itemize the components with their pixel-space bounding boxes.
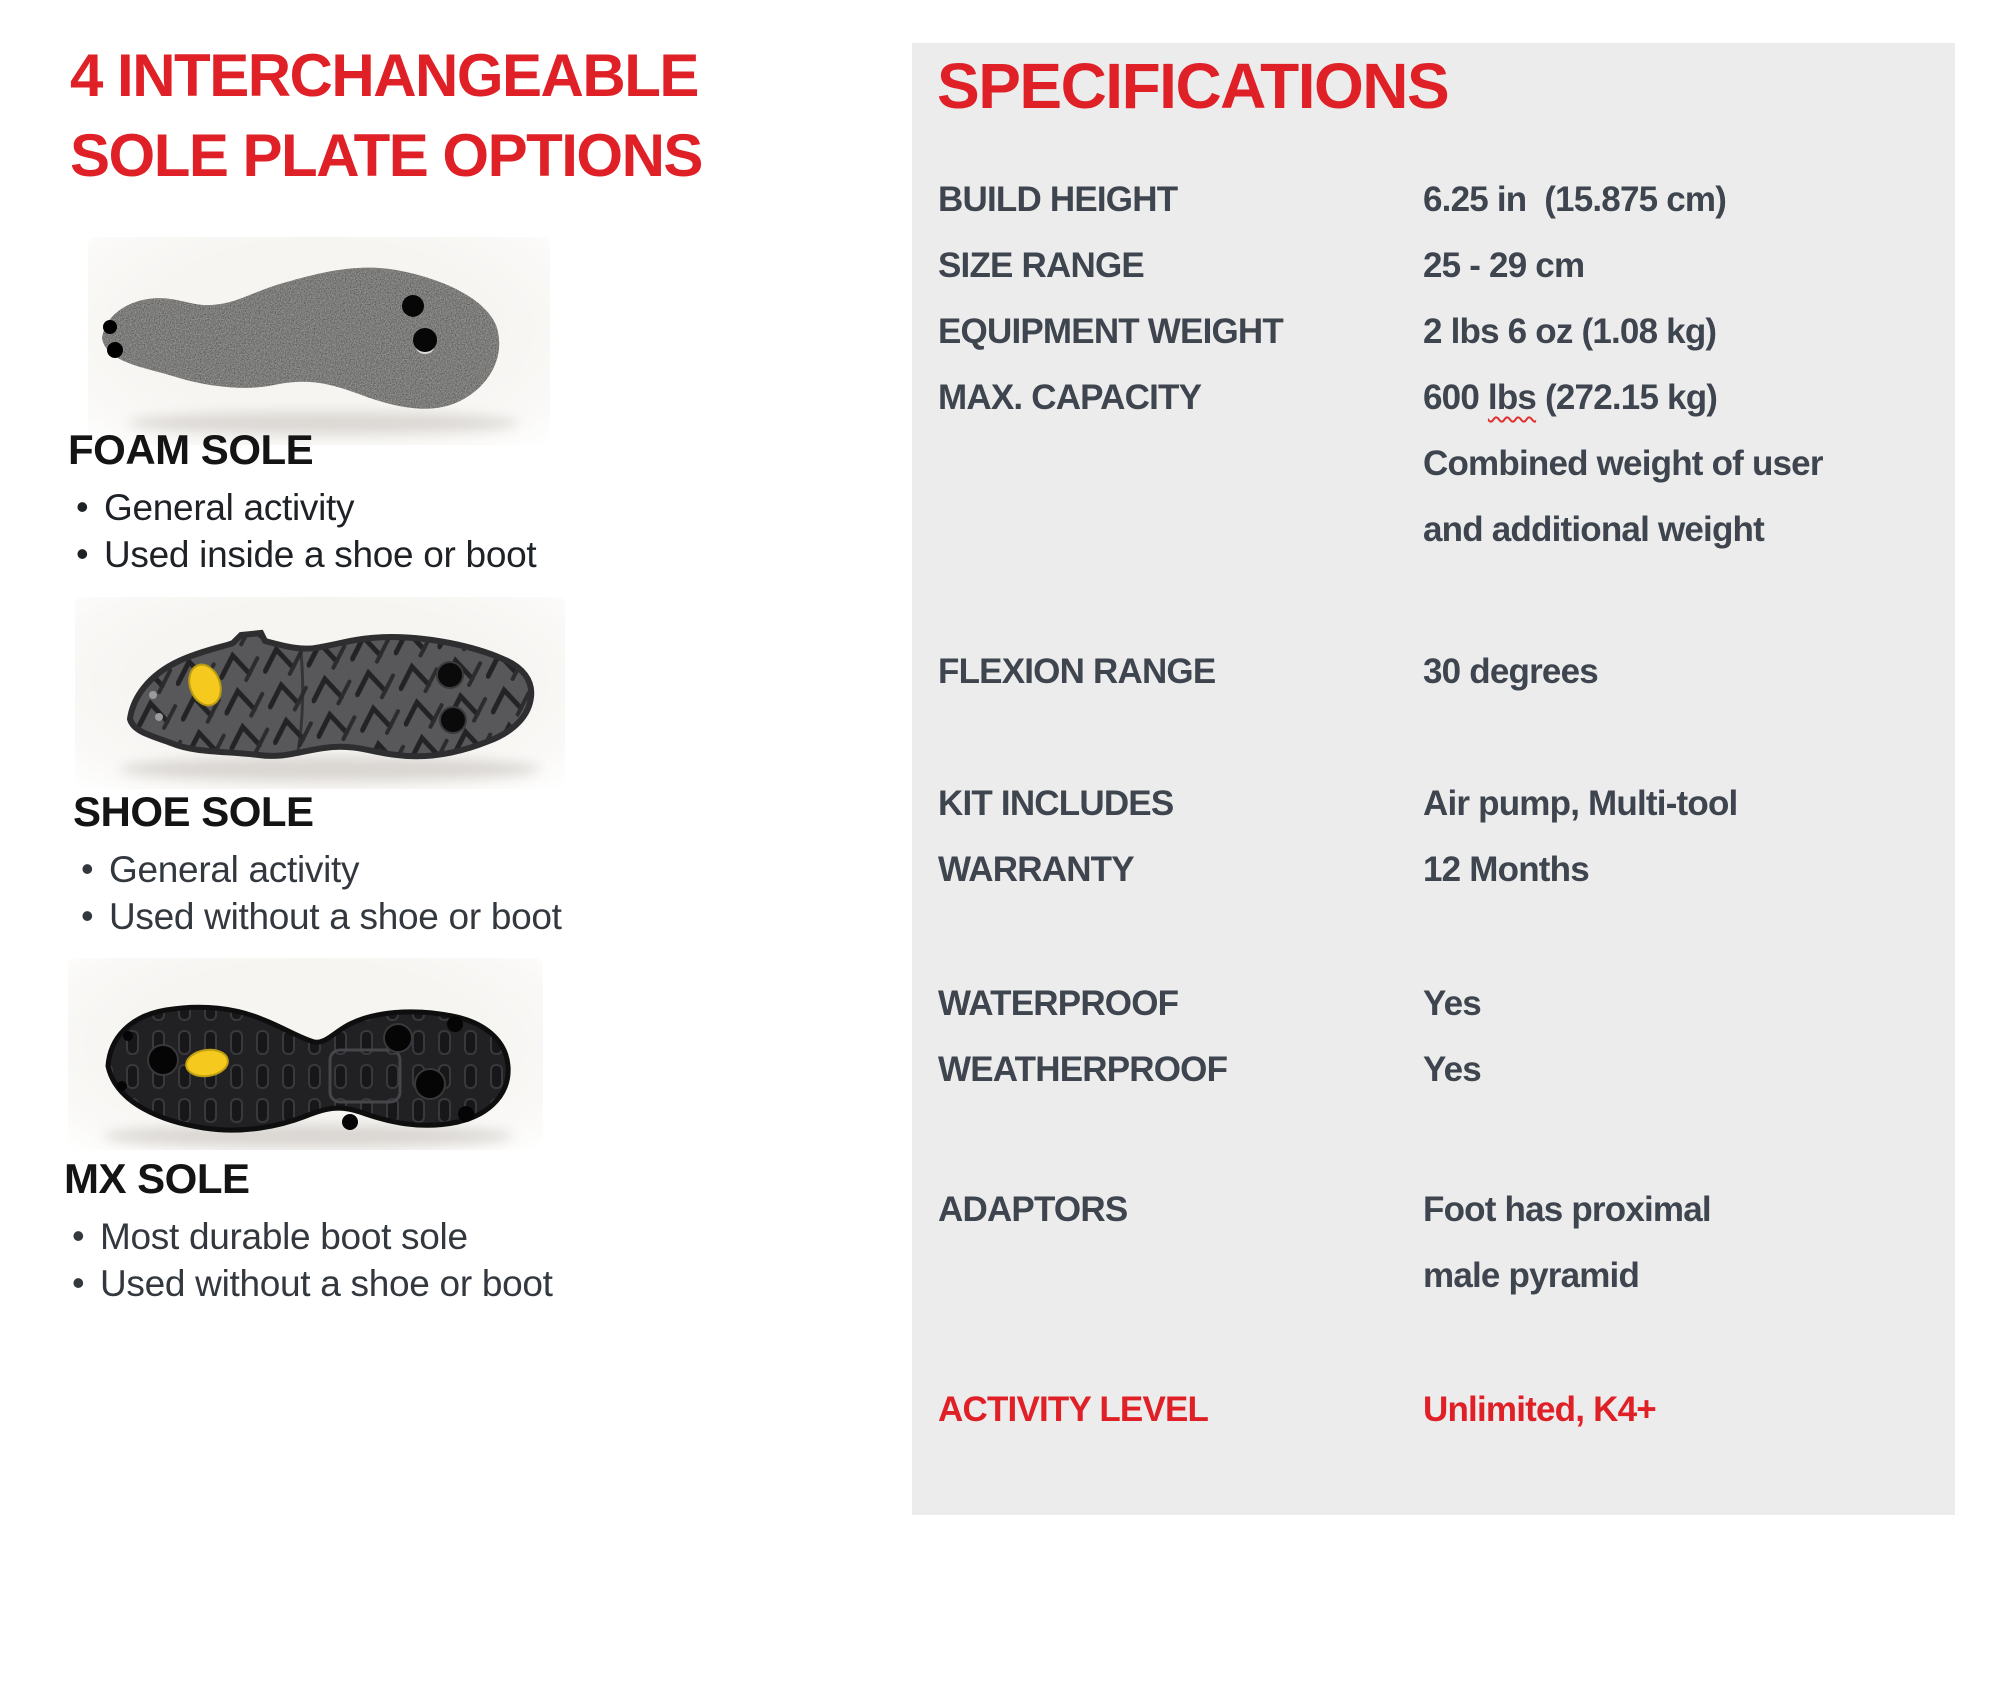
spec-row-adaptors — [912, 1188, 1955, 1234]
spec-row-max-capacity — [912, 376, 1955, 422]
spec-value: Combined weight of user — [1423, 444, 1823, 483]
foam-sole-section — [68, 426, 536, 578]
specifications-panel — [912, 43, 1955, 1515]
spec-value: Air pump, Multi-tool — [1423, 784, 1738, 823]
spec-value: 12 Months — [1423, 850, 1589, 889]
spec-value: 2 lbs 6 oz (1.08 kg) — [1423, 312, 1717, 351]
page-title-line-1: 4 INTERCHANGEABLE — [70, 42, 698, 109]
spec-label: KIT INCLUDES — [938, 784, 1174, 823]
spec-value — [1423, 376, 1717, 420]
spec-row-warranty — [912, 848, 1955, 894]
spec-label: WEATHERPROOF — [938, 1050, 1228, 1089]
foam-sole-title: FOAM SOLE — [68, 426, 314, 473]
spec-row-capacity-note-1 — [912, 442, 1955, 488]
spec-value: 6.25 in (15.875 cm) — [1423, 180, 1727, 219]
shoe-sole-title: SHOE SOLE — [73, 788, 314, 835]
spec-row-capacity-note-2 — [912, 508, 1955, 554]
spec-row-equipment-weight — [912, 310, 1955, 356]
spec-row-flexion-range — [912, 650, 1955, 696]
spec-label: MAX. CAPACITY — [938, 378, 1202, 417]
value-part-misspelled: lbs — [1487, 378, 1537, 417]
shoe-sole-photo — [75, 597, 565, 789]
spec-label: BUILD HEIGHT — [938, 180, 1178, 219]
spec-label: SIZE RANGE — [938, 246, 1144, 285]
page-title — [70, 36, 702, 196]
foam-sole-illustration — [88, 237, 550, 445]
foam-sole-bullets — [68, 484, 536, 578]
spec-label: FLEXION RANGE — [938, 652, 1216, 691]
spec-value: Foot has proximal — [1423, 1190, 1711, 1229]
mx-sole-section — [64, 1155, 553, 1307]
mx-sole-title: MX SOLE — [64, 1155, 250, 1202]
shoe-sole-bullets — [73, 846, 562, 940]
spec-label: WARRANTY — [938, 850, 1134, 889]
spec-row-waterproof — [912, 982, 1955, 1028]
spec-label: ADAPTORS — [938, 1190, 1128, 1229]
spec-value: 30 degrees — [1423, 652, 1598, 691]
bullet-item: • Used without a shoe or boot — [73, 893, 562, 940]
bullet-item: • Used without a shoe or boot — [64, 1260, 553, 1307]
spec-value: Yes — [1423, 984, 1481, 1023]
spec-value: Yes — [1423, 1050, 1481, 1089]
spec-value: and additional weight — [1423, 510, 1764, 549]
spec-row-activity-level — [912, 1388, 1955, 1434]
spec-row-weatherproof — [912, 1048, 1955, 1094]
bullet-item: • General activity — [73, 846, 562, 893]
spec-row-adaptors-note — [912, 1254, 1955, 1300]
value-part: 600 — [1423, 378, 1488, 417]
spec-row-kit-includes — [912, 782, 1955, 828]
mx-sole-bullets — [64, 1213, 553, 1307]
spec-row-size-range — [912, 244, 1955, 290]
shoe-sole-illustration — [75, 597, 565, 789]
spec-value: 25 - 29 cm — [1423, 246, 1585, 285]
shoe-sole-section — [73, 788, 562, 940]
mx-sole-photo — [68, 958, 543, 1150]
spec-label: EQUIPMENT WEIGHT — [938, 312, 1283, 351]
spec-value: Unlimited, K4+ — [1423, 1390, 1656, 1429]
value-part: (272.15 kg) — [1536, 378, 1718, 417]
spec-value: male pyramid — [1423, 1256, 1640, 1295]
foam-sole-photo — [88, 237, 550, 445]
spec-label: ACTIVITY LEVEL — [938, 1390, 1209, 1429]
bullet-item: • General activity — [68, 484, 536, 531]
page-title-line-2: SOLE PLATE OPTIONS — [70, 122, 702, 189]
mx-sole-illustration — [68, 958, 543, 1150]
specifications-title: SPECIFICATIONS — [937, 50, 1449, 122]
bullet-item: • Used inside a shoe or boot — [68, 531, 536, 578]
spec-row-build-height — [912, 178, 1955, 224]
bullet-item: • Most durable boot sole — [64, 1213, 553, 1260]
spec-label: WATERPROOF — [938, 984, 1179, 1023]
